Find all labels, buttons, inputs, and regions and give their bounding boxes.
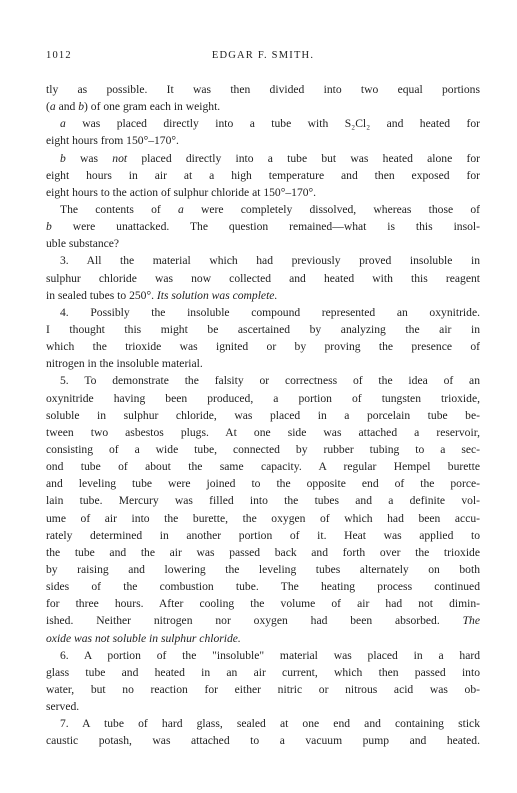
text-line: rately determined in another portion of it. Heat was applied to xyxy=(46,528,480,542)
text-line: consisting of a wide tube, connected by rubber tubing to a sec- xyxy=(46,442,480,456)
text-line: and leveling tube were joined to the opposite end of the porce- xyxy=(46,477,480,491)
text-line: nitrogen in the insoluble material. xyxy=(46,357,203,371)
text-line: sulphur chloride was now collected and heated with this reagent xyxy=(46,271,480,285)
body-text xyxy=(46,81,480,749)
page-header xyxy=(46,50,480,66)
text-line: water, but no reaction for either nitric or nitrous acid was ob- xyxy=(46,682,480,696)
text-line: caustic potash, was attached to a vacuum pump and heated. xyxy=(46,734,480,748)
text-line: oxide was not soluble in sulphur chloride. xyxy=(46,631,241,645)
text-line: 4. Possibly the insoluble compound represented an oxynitride. xyxy=(60,305,480,319)
text-line: (a and b) of one gram each in weight. xyxy=(46,100,221,114)
text-line: eight hours in air at a high temperature and then exposed for xyxy=(46,168,480,182)
text-line: 5. To demonstrate the falsity or correctness of the idea of an xyxy=(60,374,480,388)
text-line: soluble in sulphur chloride, was placed in a porcelain tube be- xyxy=(46,408,480,422)
book-page xyxy=(46,50,480,749)
text-line: 7. A tube of hard glass, sealed at one end and containing stick xyxy=(60,717,480,731)
text-line: b was not placed directly into a tube but was heated alone for xyxy=(60,151,480,165)
text-line: which the trioxide was ignited or by proving the presence of xyxy=(46,340,480,354)
text-line: a was placed directly into a tube with S₂Cl₂ and heated for xyxy=(60,117,480,131)
text-line: eight hours to the action of sulphur chloride at 150°–170°. xyxy=(46,185,317,199)
page-number: 1012 xyxy=(46,50,72,61)
text-line: b were unattacked. The question remained—what is this insol- xyxy=(46,220,480,234)
text-line: ished. Neither nitrogen nor oxygen had been absorbed. The xyxy=(46,614,480,628)
text-line: uble substance? xyxy=(46,237,120,251)
text-line: ond tube of about the same capacity. A regular Hempel burette xyxy=(46,460,480,474)
text-line: oxynitride having been produced, a portion of tungsten trioxide, xyxy=(46,391,480,405)
text-line: glass tube and heated in an air current, which then passed into xyxy=(46,665,480,679)
text-line: for three hours. After cooling the volume of air had not dimin- xyxy=(46,597,480,611)
text-line: lain tube. Mercury was filled into the tubes and a definite vol- xyxy=(46,494,480,508)
text-line: 6. A portion of the "insoluble" material was placed in a hard xyxy=(60,648,480,662)
text-line: sides of the combustion tube. The heating process continued xyxy=(46,580,480,594)
running-head: EDGAR F. SMITH. xyxy=(211,50,315,61)
text-line: 3. All the material which had previously proved insoluble in xyxy=(60,254,480,268)
text-line: The contents of a were completely dissolved, whereas those of xyxy=(60,202,480,216)
text-line: the tube and the air was passed back and forth over the trioxide xyxy=(46,545,480,559)
text-line: tly as possible. It was then divided into two equal portions xyxy=(46,83,480,96)
text-line: served. xyxy=(46,700,80,714)
text-line: tween two asbestos plugs. At one side was attached a reservoir, xyxy=(46,425,480,439)
text-line: in sealed tubes to 250°. Its solution was complete. xyxy=(46,288,278,302)
text-line: eight hours from 150°–170°. xyxy=(46,134,179,148)
text-line: by raising and lowering the leveling tubes alternately on both xyxy=(46,562,480,576)
text-line: ume of air into the burette, the oxygen of which had been accu- xyxy=(46,511,480,525)
text-line: I thought this might be ascertained by analyzing the air in xyxy=(46,322,480,336)
